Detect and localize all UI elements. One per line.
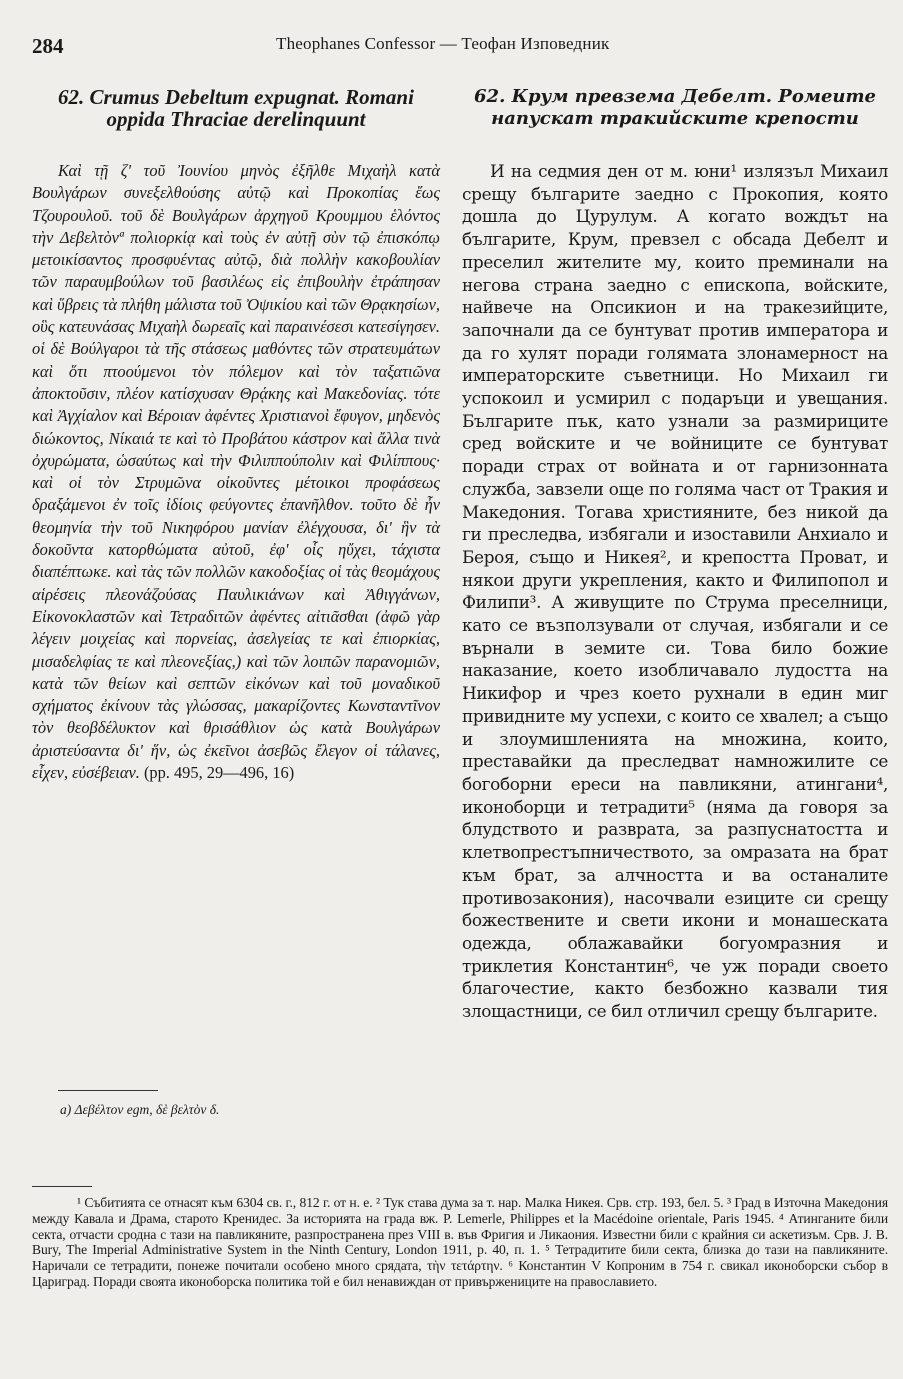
- running-title: Theophanes Confessor — Теофан Изповедник: [276, 34, 610, 53]
- greek-text: [32, 160, 440, 784]
- footnote-divider: [32, 1186, 92, 1187]
- apparatus-divider: [58, 1090, 158, 1091]
- bulgarian-section-title: 62. Крум превзема Дебелт. Ромеите напускат тракийските крепости: [474, 86, 876, 129]
- greek-body: Καὶ τῇ ζ' τοῦ Ἰουνίου μηνὸς ἐξῆλθε Μιχαὴλ κατὰ Βουλγάρων συνεξελθούσης αὐτῷ καὶ Προκοπίας ἕως Τζουρουλοῦ. τοῦ δὲ Βουλγάρων ἀρχηγοῦ Κρουμμου ἑλόντος τὴν Δεβελτὸνª πολιορκίᾳ καὶ τοὺς ἐν αὐτῇ σὺν τῷ ἐπισκόπῳ μετοικίσαντος προσφυέντας αὐτῷ, διὰ πολλὴν κακοβουλίαν τῶν παραυμβούλων τοῦ βασιλέως εἰς ἐπιβουλὴν ἐτράπησαν καὶ ὕβρεις τὰ πλήθη μάλιστα τοῦ Ὀψικίου καὶ τῶν Θρᾳκησίων, οὓς κατευνάσας Μιχαὴλ δωρεαῖς καὶ παραινέσεσι κατεσίγησεν. οἱ δὲ Βούλγαροι τὰ τῆς στάσεως μαθόντες τῶν στρατευμάτων καὶ ὅτι πτοούμενοι τὸν πόλεμον καὶ τὸν ταξατιῶνα ἀποκτοῦσιν, πλέον κατίσχυσαν Θρᾴκης καὶ Μακεδονίας. τότε καὶ Ἀγχίαλον καὶ Βέροιαν ἀφέντες Χριστιανοὶ ἔφυγον, μηδενὸς διώκοντος, Νίκαιά τε καὶ τὸ Προβάτου κάστρον καὶ ἄλλα τινὰ ὀχυρώματα, ὡσαύτως καὶ τὴν Φιλιππούπολιν καὶ Φιλίππους· καὶ οἱ τὸν Στρυμῶνα οἰκοῦντες μέτοικοι προφάσεως δραξάμενοι ἐν τοῖς ἰδίοις φεύγοντες ἐπανῆλθον. τοῦτο δὲ ἦν θεομηνία τὴν τοῦ Νικηφόρου μανίαν ἐλέγχουσα, δι' ἣν τὰ δοκοῦντα κατορθώματα αὐτοῦ, ἐφ' οἷς ηὔχει, τάχιστα διαπέπτωκε. καὶ τὰς τῶν πολλῶν κακοδοξίας οἱ τὰς θεομάχους αἱρέσεις πλεονάζούσας Παυλικιάνων καὶ Ἀθιγγάνων, Εἰκονοκλαστῶν καὶ Τετραδιτῶν ἀφέντες αἰτιᾶσθαι (ἀφῶ γὰρ λέγειν μοιχείας καὶ πορνείας, ἀσελγείας τε καὶ ἐπιορκίας, μισαδελφίας τε καὶ πλεονεξίας,) καὶ τῶν λοιπῶν παρανομιῶν, κατὰ τῶν θείων καὶ σεπτῶν εἰκόνων καὶ τοῦ μοναδικοῦ σχήματος ἐκίνουν τὰς γλώσσας, μακαρίζοντες Κωνσταντῖνον τὸν θεοβδέλυκτον καὶ θρισάθλιον ὡς κατὰ Βουλγάρων ἀριστεύσαντα δι' ἥν, ὡς ἐκεῖνοι ἀσεβῶς ἔλεγον οἱ τάλανες, εἶχεν, εὐσέβειαν.: [32, 161, 440, 783]
- running-header: [32, 28, 871, 56]
- source-reference: (pp. 495, 29—496, 16): [143, 763, 295, 783]
- page-number: 284: [32, 34, 64, 58]
- bulgarian-text: И на седмия ден от м. юни¹ излязъл Михаил срещу българите заедно с Прокопия, която дошла до Цурулум. А когато вождът на българите, Крум, превзел с обсада Дебелт и преселил жителите му, които преминали на негова страна заедно с епископа, войските, найвече на Опсикион и на тракезийците, започнали да се бунтуват против императора и да го хулят поради голямата злонамерност на императорските съветници. Но Михаил ги успокоил и усмирил с подаръци и увещания. Българите пък, като узнали за размириците сред войските и че войниците се бунтуват поради страх от войната и от гарнизонната служба, завзели още по голяма част от Тракия и Македония. Тогава християните, без никой да ги преследва, избягали и изоставили Анхиало и Бероя, също и Никея², и крепостта Проват, и някои други укрепления, както и Филипопол и Филипи³. А живущите по Струма преселници, като се възползували от случая, избягали и се върнали в земите си. Това било божие наказание, което изобличавало лудостта на Никифор и чрез което рухнали в един миг привидните му успехи, с които се хвалел; а също и злоумишленията на множина, които, преставайки да преследват намножилите се богоборни ереси на павликяни, атингани⁴, иконоборци и тетрадити⁵ (няма да говоря за блудството и разврата, за разпуснатостта и клетвопрестъпничеството, за омразата на брат към брат, за алчността и ва останалите противозакония), насочвали езиците си срещу божествените и свети икони и монашеската одежда, облажавайки богуомразния и триклетия Константин⁶, че уж поради своето благочестие, както безбожно казвали тия злощастници, се бил отличил срещу българите.: [462, 161, 888, 1022]
- footnotes: ¹ Събитията се отнасят към 6304 св. г., 812 г. от н. е. ² Тук става дума за т. нар. Малка Никея. Срв. стр. 193, бел. 5. ³ Град в Източна Македония между Кавала и Драма, старото Кренидес. За историята на града вж. P. Lemerle, Philippes et la Macédoine orientale, Paris 1945. ⁴ Атинганите били секта, отчасти сродна с тази на павликяните, разпространена през VIII в. във Фригия и Ликаония. Известни били с крайния си аскетизъм. Срв. J. B. Bury, The Imperial Administrative System in the Ninth Century, London 1911, p. 40, п. 1. ⁵ Тетрадитите били секта, близка до тази на павликяните. Наричали се тетрадити, понеже почитали особено много срядата, τὴν τετάρτην. ⁶ Константин V Копроним в 754 г. свикал иконоборски събор в Цариград. Поради своята иконоборска политика той е бил ненавиждан от привържениците на православието.: [32, 1195, 888, 1289]
- greek-column: [32, 86, 440, 784]
- greek-section-title: 62. Crumus Debeltum expugnat. Romani oppida Thraciae derelinquunt: [58, 85, 414, 131]
- critical-apparatus: a) Δεβέλτον egm, δὲ βελτὸν δ.: [60, 1102, 220, 1117]
- bulgarian-column: [462, 86, 888, 1023]
